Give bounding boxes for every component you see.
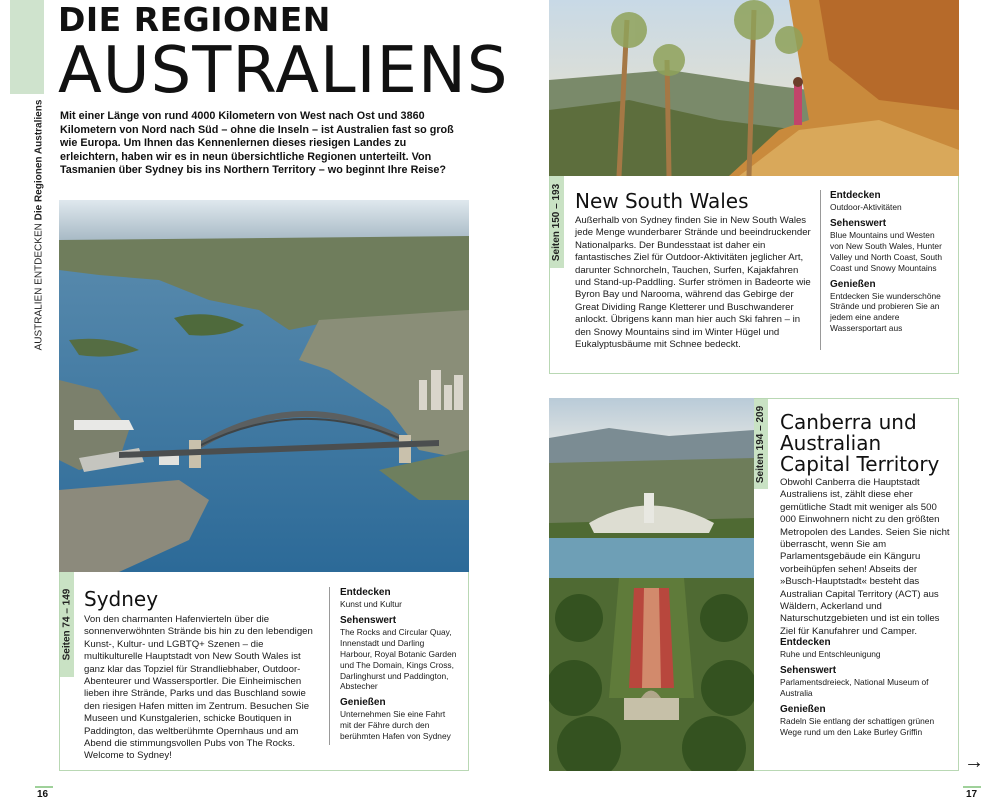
act-geniessen-text: Radeln Sie entlang der schattigen grünen Wege rund um den Lake Burley Griffin bbox=[780, 715, 935, 737]
page-number-left-rule bbox=[35, 786, 53, 788]
sydney-divider bbox=[329, 587, 330, 745]
nsw-sehenswert-text: Blue Mountains und Westen von New South Wales, Hunter Valley und North Coast, South Coast und Snowy Mountains bbox=[830, 229, 943, 273]
sydney-sidebar bbox=[340, 587, 458, 747]
act-sehenswert-heading: Sehenswert bbox=[780, 664, 837, 676]
nsw-entdecken-heading: Entdecken bbox=[830, 190, 881, 201]
page-number-right: 17 bbox=[966, 789, 978, 800]
nsw-geniessen-text: Entdecken Sie wunderschöne Strände und probieren Sie an jedem eine andere Wassersportart aus bbox=[830, 290, 941, 334]
sydney-sehenswert-text: The Rocks and Circular Quay, Innenstadt und Darling Harbour, Royal Botanic Garden und The Domain, Kings Cross, Darlinghurst und Paddington, Abstecher bbox=[340, 626, 457, 692]
act-pages-label: Seiten 194 – 209 bbox=[755, 405, 767, 483]
nsw-sidebar bbox=[830, 190, 950, 339]
running-title bbox=[29, 100, 49, 350]
sydney-text: Von den charmanten Hafenvierteln über die sonnenverwöhnten Strände bis hin zu den lebendigen Kunst-, Kultur- und LGBTQ+ Szenen – die multikulturelle Hauptstadt von New South Wales ist ganz klar das Topziel für Strandliebhaber, Outdoor-Abenteurer und Wassersportler. Die Einheimischen lieben ihre Strände, Parks und das Buschland sowie den riesigen Hafen mitten im Zentrum. Besuchen Sie Museen und Kunstgalerien, schicke Boutiquen in Paddington, das weltberühmte Opernhaus und am Abend die stimmungsvollen Pubs von The Rocks. Welcome to Sydney! bbox=[84, 614, 313, 762]
page-number-right-rule bbox=[963, 786, 981, 788]
nsw-pages-tab bbox=[550, 176, 564, 268]
page-title bbox=[58, 0, 509, 108]
nsw-pages-label: Seiten 150 – 193 bbox=[551, 183, 563, 261]
act-text: Obwohl Canberra die Hauptstadt Australiens ist, zählt diese eher gemütliche Stadt mit weniger als 500 000 Einwohnern nicht zu den größten Metropolen des Landes. Seien Sie nicht überrascht, wenn Sie am Parlamentsgebäude ein Känguru vorbeihüpfen sehen! Abseits der »Busch-Hauptstadt« besteht das Australian Capital Territory (ACT) aus Wäldern, Ackerland und Naturschutzgebieten und ist ein tolles Ziel für Kanufahrer und Camper. bbox=[780, 477, 950, 637]
sydney-harbour-photo bbox=[59, 200, 469, 572]
running-title-part2: Die Regionen Australiens bbox=[33, 99, 45, 221]
sydney-pages-label: Seiten 74 – 149 bbox=[61, 588, 73, 661]
sydney-heading: Sydney bbox=[84, 587, 159, 611]
nsw-entdecken-text: Outdoor-Aktivitäten bbox=[830, 202, 902, 212]
next-page-arrow-icon[interactable]: → bbox=[964, 751, 984, 773]
act-pages-tab bbox=[754, 399, 768, 489]
act-heading: Canberra und Australian Capital Territory bbox=[780, 410, 940, 476]
sydney-entdecken-text: Kunst und Kultur bbox=[340, 599, 402, 609]
act-sidebar bbox=[780, 637, 950, 743]
intro-text: Mit einer Länge von rund 4000 Kilometern von West nach Ost und 3860 Kilometern von Nord nach Süd – ohne die Inseln – ist Australien fast so groß wie Europa. Um Ihnen das Kennenlernen dieses riesigen Landes zu erleichtern, haben wir es in neun übersichtliche Regionen unterteilt. Von Tasmanien über Sydney bis ins Northern Territory – wo beginnt Ihre Reise? bbox=[60, 110, 454, 177]
canberra-anzac-parade-photo bbox=[549, 398, 754, 771]
blue-mountains-photo bbox=[549, 0, 959, 176]
act-entdecken-text: Ruhe und Entschleunigung bbox=[780, 649, 881, 659]
act-entdecken-heading: Entdecken bbox=[780, 637, 831, 648]
sydney-geniessen-heading: Genießen bbox=[340, 697, 386, 709]
sydney-geniessen-text: Unternehmen Sie eine Fahrt mit der Fähre durch den berühmten Hafen von Sydney bbox=[340, 709, 451, 742]
nsw-geniessen-heading: Genießen bbox=[830, 278, 876, 290]
title-line2: AUSTRALIENS bbox=[58, 34, 509, 108]
page-number-left: 16 bbox=[37, 789, 49, 800]
sydney-sehenswert-heading: Sehenswert bbox=[340, 614, 397, 626]
sydney-entdecken-heading: Entdecken bbox=[340, 587, 391, 598]
act-sehenswert-text: Parlamentsdreieck, National Museum of Australia bbox=[780, 676, 929, 698]
running-title-part1: AUSTRALIEN ENTDECKEN bbox=[33, 223, 45, 351]
nsw-divider bbox=[820, 190, 821, 350]
nsw-text: Außerhalb von Sydney finden Sie in New South Wales jede Menge wunderbarer Strände und beeindruckender Nationalparks. Der Bundesstaat ist daher ein fantastisches Ziel für Outdoor-Aktivitäten jeglicher Art, darunter Schnorcheln, Tauchen, Surfen, Kajakfahren und Stand-up-Paddling. Surfer strömen in Badeorte wie Byron Bay und Narooma, während das Gebirge der Great Dividing Range Kletterer und Buschwanderer anlockt. Übrigens kann man hier auch Ski fahren – in den Snowy Mountains sind im Winter Hügel und Eukalyptusbäume mit Schnee bedeckt. bbox=[575, 215, 811, 351]
nsw-heading: New South Wales bbox=[575, 189, 749, 213]
sydney-pages-tab bbox=[60, 572, 74, 677]
act-geniessen-heading: Genießen bbox=[780, 703, 826, 715]
title-line1: DIE REGIONEN bbox=[58, 0, 331, 39]
corner-tab bbox=[10, 0, 44, 94]
nsw-sehenswert-heading: Sehenswert bbox=[830, 217, 887, 229]
